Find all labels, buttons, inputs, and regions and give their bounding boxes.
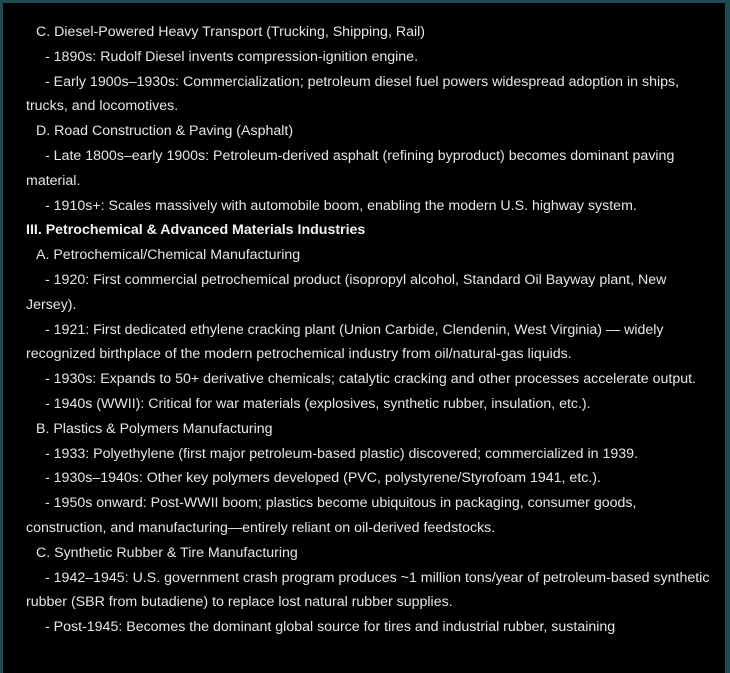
list-item: - 1950s onward: Post-WWII boom; plastics become ubiquitous in packaging, consumer goods, construction, and manufacturing—entirely reliant on oil-derived feedstocks. xyxy=(26,495,637,536)
chapter-heading: III. Petrochemical & Advanced Materials Industries xyxy=(26,222,366,239)
list-item: - Post-1945: Becomes the dominant global source for tires and industrial rubber, sustaining xyxy=(45,619,616,636)
list-item: - Late 1800s–early 1900s: Petroleum-derived asphalt (refining byproduct) becomes dominant paving material. xyxy=(26,147,675,189)
list-item: - 1933: Polyethylene (first major petroleum-based plastic) discovered; commercialized in 1939. xyxy=(45,445,638,462)
list-item: - 1942–1945: U.S. government crash program produces ~1 million tons/year of petroleum-based synthetic rubber (SBR from butadiene) to replace lost natural rubber supplies. xyxy=(26,569,710,611)
list-item: - 1930s–1940s: Other key polymers developed (PVC, polystyrene/Styrofoam 1941, etc.). xyxy=(45,470,601,487)
section-heading: C. Diesel-Powered Heavy Transport (Trucking, Shipping, Rail) xyxy=(36,24,425,40)
document-frame xyxy=(3,3,725,673)
list-item: - 1920: First commercial petrochemical product (isopropyl alcohol, Standard Oil Bayway plant, New Jersey). xyxy=(26,271,667,313)
document-body xyxy=(26,20,716,640)
list-item: - 1930s: Expands to 50+ derivative chemicals; catalytic cracking and other processes accelerate output. xyxy=(45,371,697,388)
section-heading: C. Synthetic Rubber & Tire Manufacturing xyxy=(36,544,298,561)
list-item: - 1910s+: Scales massively with automobile boom, enabling the modern U.S. highway system. xyxy=(45,197,637,214)
section-heading: A. Petrochemical/Chemical Manufacturing xyxy=(36,247,301,264)
section-heading: B. Plastics & Polymers Manufacturing xyxy=(36,420,273,437)
list-item: - Early 1900s–1930s: Commercialization; petroleum diesel fuel powers widespread adoption in ships, trucks, and locomotives. xyxy=(26,73,680,115)
list-item: - 1940s (WWII): Critical for war materials (explosives, synthetic rubber, insulation, etc.). xyxy=(45,395,591,412)
section-heading: D. Road Construction & Paving (Asphalt) xyxy=(36,123,294,140)
list-item: - 1890s: Rudolf Diesel invents compression-ignition engine. xyxy=(45,48,419,65)
list-item: - 1921: First dedicated ethylene cracking plant (Union Carbide, Clendenin, West Virginia) — widely recognized birthplace of the modern petrochemical industry from oil/natural-gas liquids. xyxy=(26,321,664,363)
